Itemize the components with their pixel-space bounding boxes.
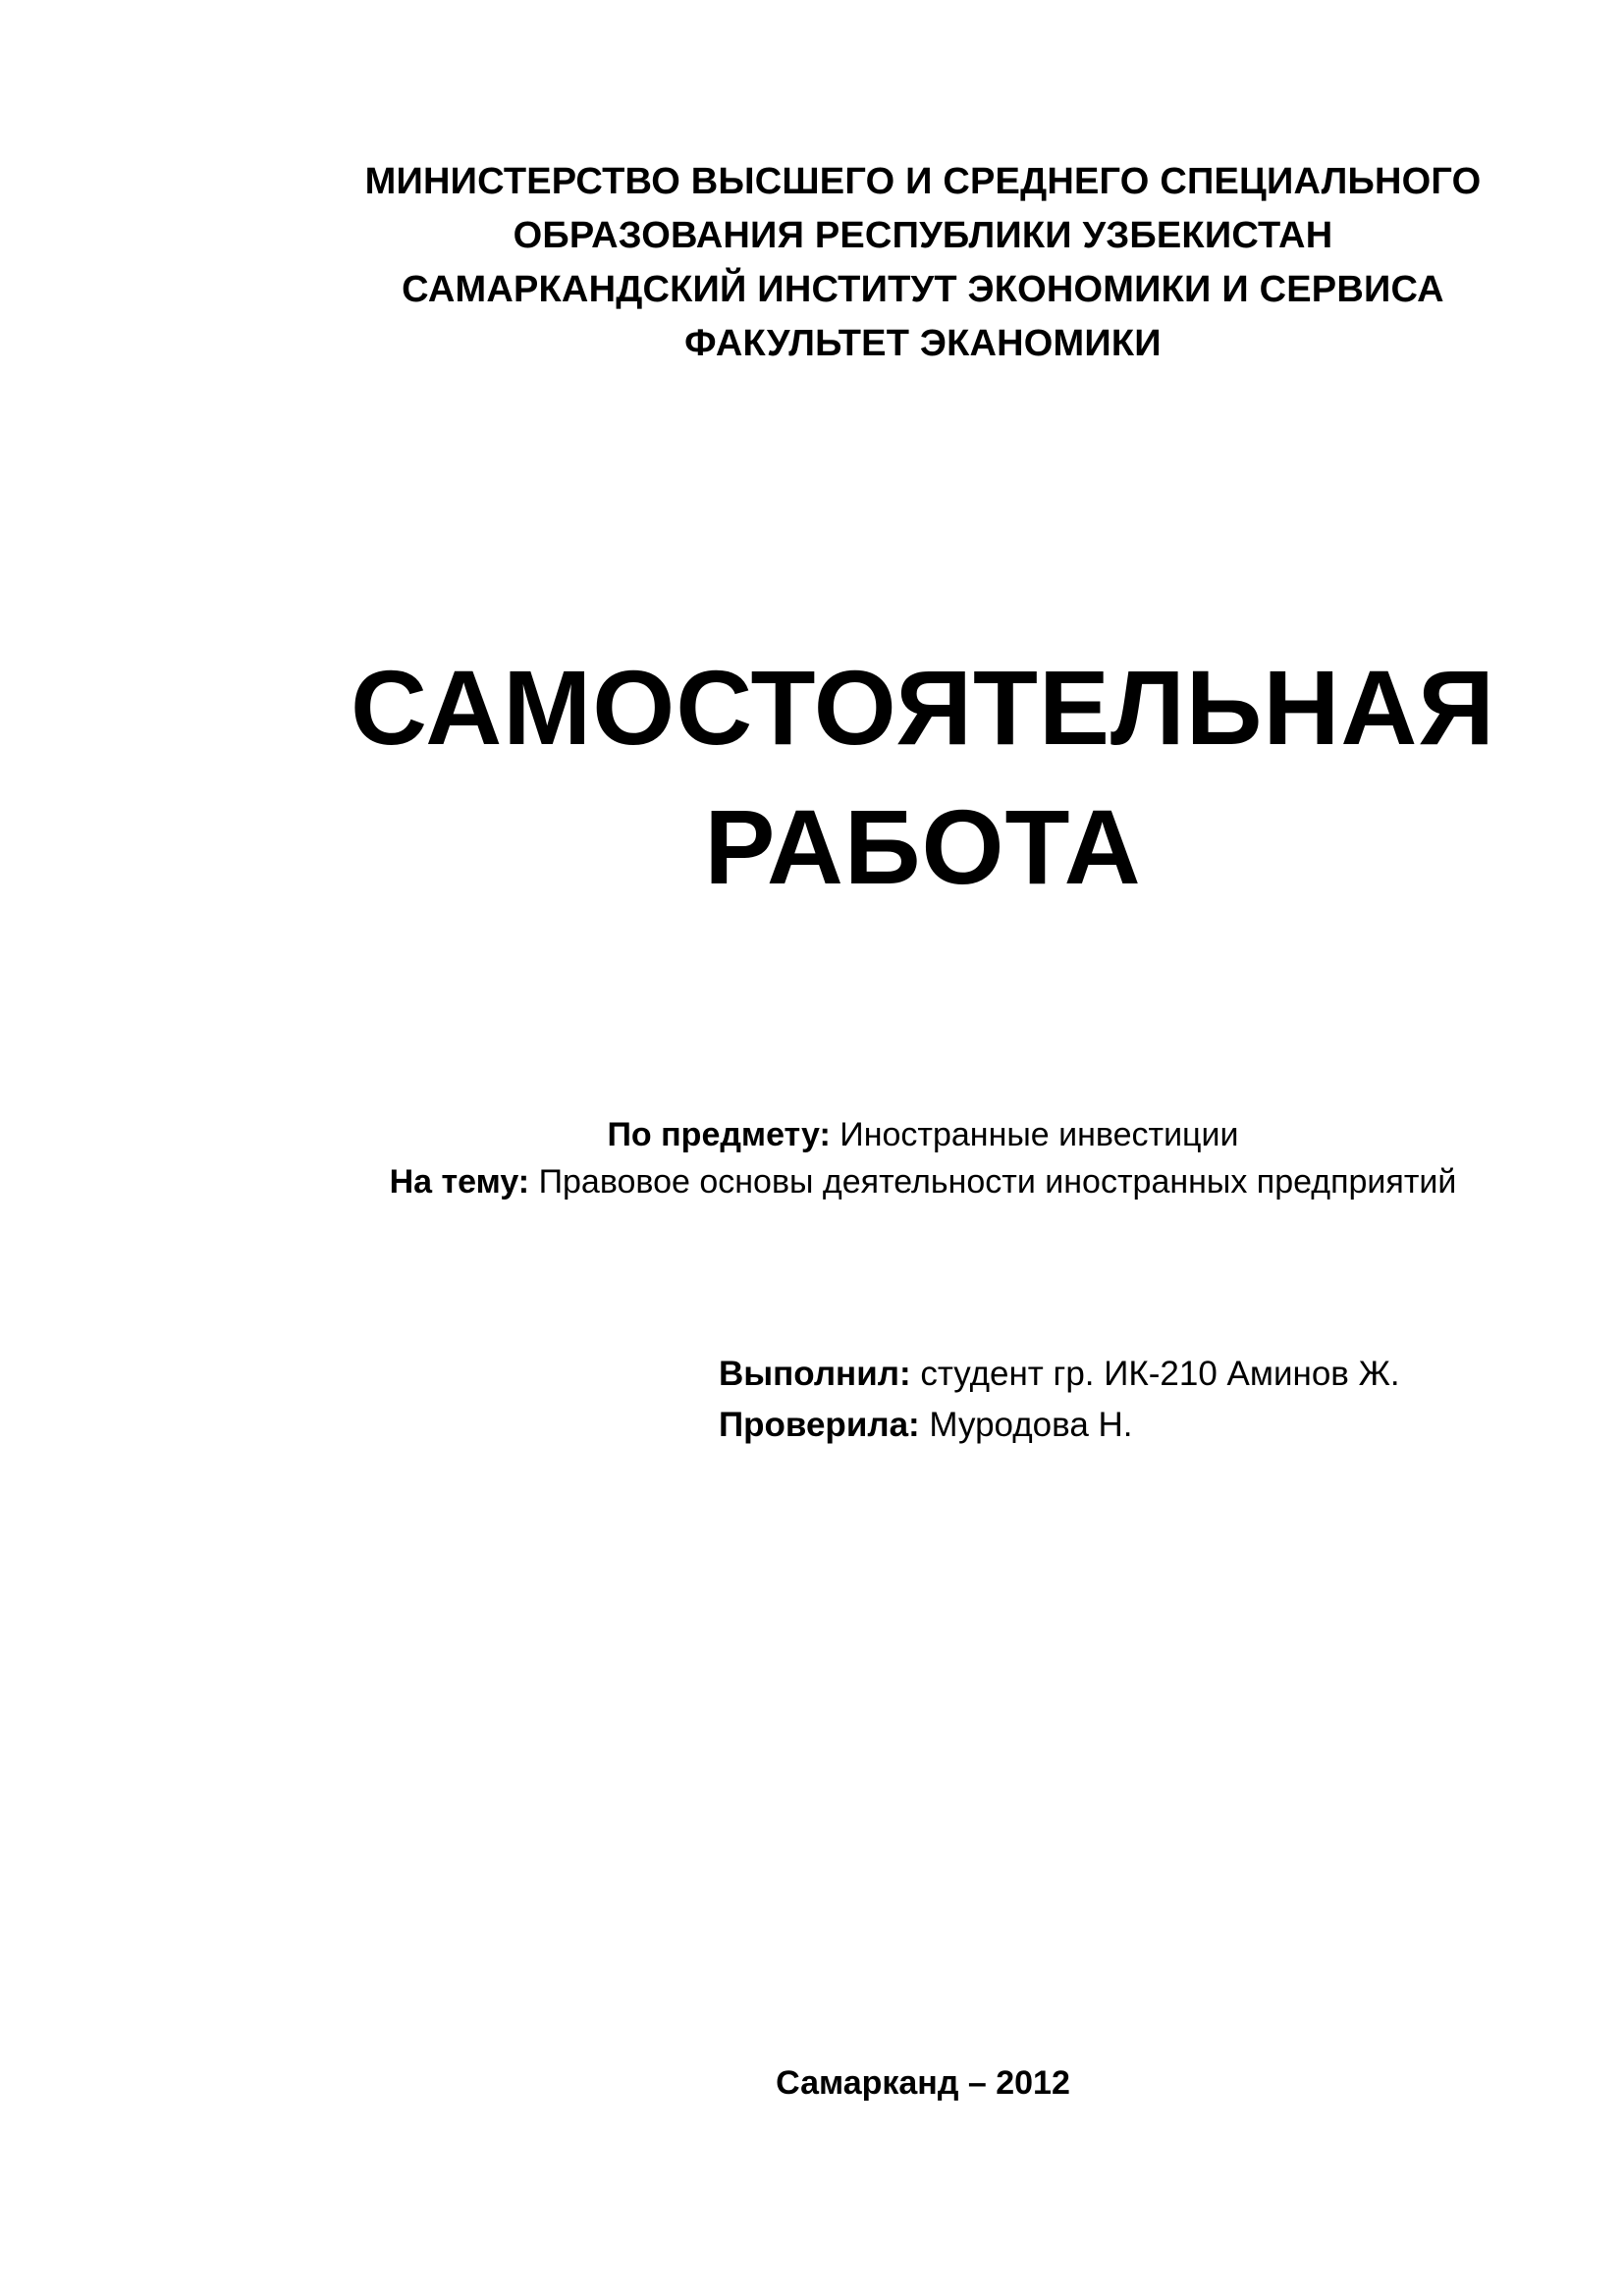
- header-line-education: ОБРАЗОВАНИЯ РЕСПУБЛИКИ УЗБЕКИСТАН: [513, 215, 1333, 256]
- city-year-footer: Самарканд – 2012: [776, 2064, 1070, 2102]
- topic-label: На тему:: [389, 1163, 530, 1201]
- author-label: Выполнил:: [719, 1355, 911, 1393]
- author-reviewer-block: [719, 1349, 1563, 1451]
- subject-value: Иностранные инвестиции: [830, 1116, 1239, 1153]
- reviewer-value: Муродова Н.: [919, 1406, 1133, 1444]
- header-line-faculty: ФАКУЛЬТЕТ ЭКАНОМИКИ: [684, 323, 1162, 364]
- subject-row: [285, 1111, 1561, 1158]
- reviewer-label: Проверила:: [719, 1406, 920, 1444]
- document-title: [285, 638, 1561, 917]
- reviewer-row: [719, 1400, 1563, 1451]
- header-line-ministry: МИНИСТЕРСТВО ВЫСШЕГО И СРЕДНЕГО СПЕЦИАЛЬНОГО: [364, 161, 1482, 202]
- header-line-institute: САМАРКАНДСКИЙ ИНСТИТУТ ЭКОНОМИКИ И СЕРВИСА: [402, 269, 1444, 310]
- topic-value: Правовое основы деятельности иностранных предприятий: [529, 1163, 1457, 1201]
- author-value: студент гр. ИК-210 Аминов Ж.: [910, 1355, 1400, 1393]
- ministry-header: [285, 155, 1561, 371]
- topic-row: [285, 1158, 1561, 1205]
- title-line-1: САМОСТОЯТЕЛЬНАЯ: [350, 648, 1496, 767]
- author-row: [719, 1349, 1563, 1400]
- title-line-2: РАБОТА: [704, 787, 1142, 906]
- subject-topic-block: [285, 1111, 1561, 1205]
- subject-label: По предмету:: [607, 1116, 831, 1153]
